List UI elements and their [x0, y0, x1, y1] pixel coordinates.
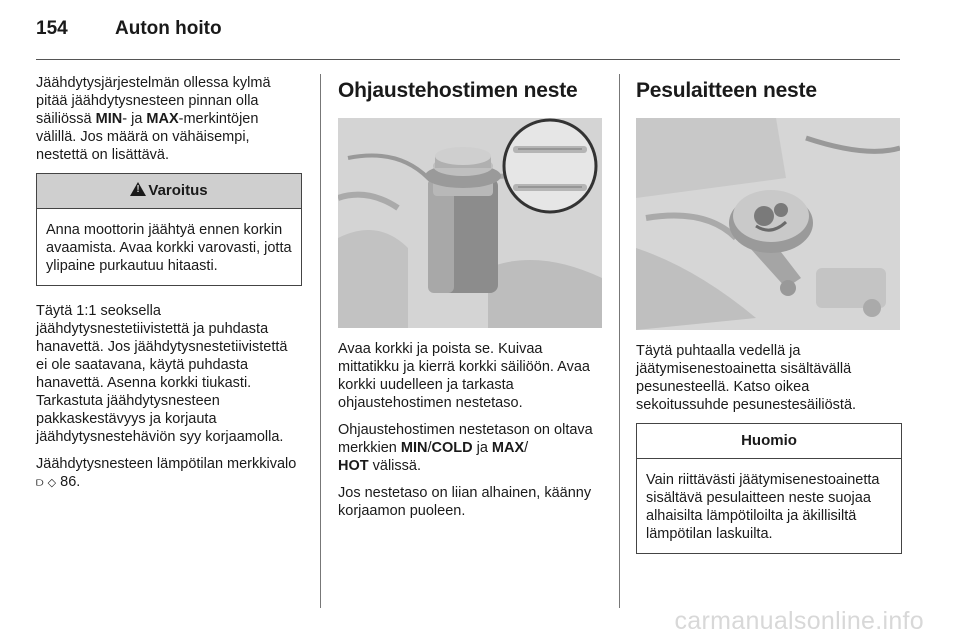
header-rule — [36, 59, 900, 60]
left-column — [36, 74, 302, 501]
level-text-1: Ohjaustehostimen nestetason on oltava merkkien — [338, 422, 593, 456]
coolant-temperature-icon: ⫐ — [36, 474, 44, 489]
washer-fluid-title: Pesulaitteen neste — [636, 79, 817, 102]
coolant-level-paragraph — [36, 74, 302, 164]
max-mark: MAX — [146, 111, 179, 127]
warning-body: Anna moottorin jäähtyä ennen korkin avaamista. Avaa korkki varovasti, jotta ylipaine purkautuu hitaasti. — [46, 222, 292, 274]
intro-text-3: -merkintöjen välillä. Jos määrä on vähäisempi, nestettä on lisättävä. — [36, 111, 259, 163]
intro-text-2: - ja — [122, 111, 147, 127]
coolant-mixture-paragraph: Täytä 1:1 seoksella jäähdytysnestetiivistettä ja puhdasta hanavettä. Jos jäähdytysnestetiivistettä ei ole saatavana, käytä puhdasta hanavettä. Asenna korkki tiukasti. Tarkastuta jäähdytysnesteen pakkaskestävyys ja korjauta jäähdytysnestehäviön syy korjaamolla. — [36, 303, 288, 445]
fluid-level-marks-paragraph — [338, 421, 604, 475]
note-header: Huomio — [637, 424, 901, 459]
hot-mark: HOT — [338, 458, 369, 474]
max-mark: MAX — [491, 440, 525, 456]
coolant-warning-light-paragraph — [36, 455, 302, 492]
warning-title: Varoitus — [148, 182, 208, 199]
note-box — [636, 423, 902, 554]
min-mark: MIN — [95, 111, 123, 127]
low-level-paragraph: Jos nestetaso on liian alhainen, käänny korjaamon puoleen. — [338, 485, 592, 519]
level-text-3: välissä. — [368, 458, 421, 474]
warning-header — [37, 174, 301, 209]
power-steering-title: Ohjaustehostimen neste — [338, 79, 578, 102]
middle-column — [338, 74, 604, 529]
slash: / — [427, 440, 432, 456]
power-steering-reservoir-illustration — [338, 118, 602, 328]
washer-fill-paragraph: Täytä puhtaalla vedellä ja jäätymisenestoainetta sisältävällä pesunesteellä. Katso oikea sekoitussuhde pesunestesäiliöstä. — [636, 343, 857, 413]
cross-reference-icon: ◇ — [47, 477, 57, 489]
page-reference[interactable]: 86. — [60, 474, 81, 490]
column-divider-left — [320, 74, 321, 608]
level-text-2: ja — [472, 440, 492, 456]
right-column — [636, 74, 902, 570]
warning-light-text: Jäähdytysnesteen lämpötilan merkkivalo — [36, 456, 297, 472]
cold-mark: COLD — [431, 440, 473, 456]
watermark: carmanualsonline.info — [674, 607, 924, 635]
dipstick-paragraph: Avaa korkki ja poista se. Kuivaa mittatikku ja kierrä korkki säiliöön. Avaa korkki uudelleen ja tarkasta ohjaustehostimen nestetaso. — [338, 341, 590, 411]
intro-text-1: Jäähdytysjärjestelmän ollessa kylmä pitää jäähdytysnesteen pinnan olla säiliössä — [36, 75, 271, 127]
page-header-title: Auton hoito — [115, 18, 222, 39]
min-mark: MIN — [400, 440, 428, 456]
warning-box — [36, 173, 302, 286]
column-divider-right — [619, 74, 620, 608]
page-number: 154 — [36, 18, 68, 39]
note-body: Vain riittävästi jäätymisenestoainetta sisältävä pesulaitteen neste suojaa alhaisilta lämpötiloilta ja äkillisiltä lämpötilan laskuilta. — [646, 472, 880, 542]
washer-reservoir-illustration — [636, 118, 900, 330]
warning-triangle-icon — [130, 182, 146, 196]
slash: / — [524, 440, 529, 456]
